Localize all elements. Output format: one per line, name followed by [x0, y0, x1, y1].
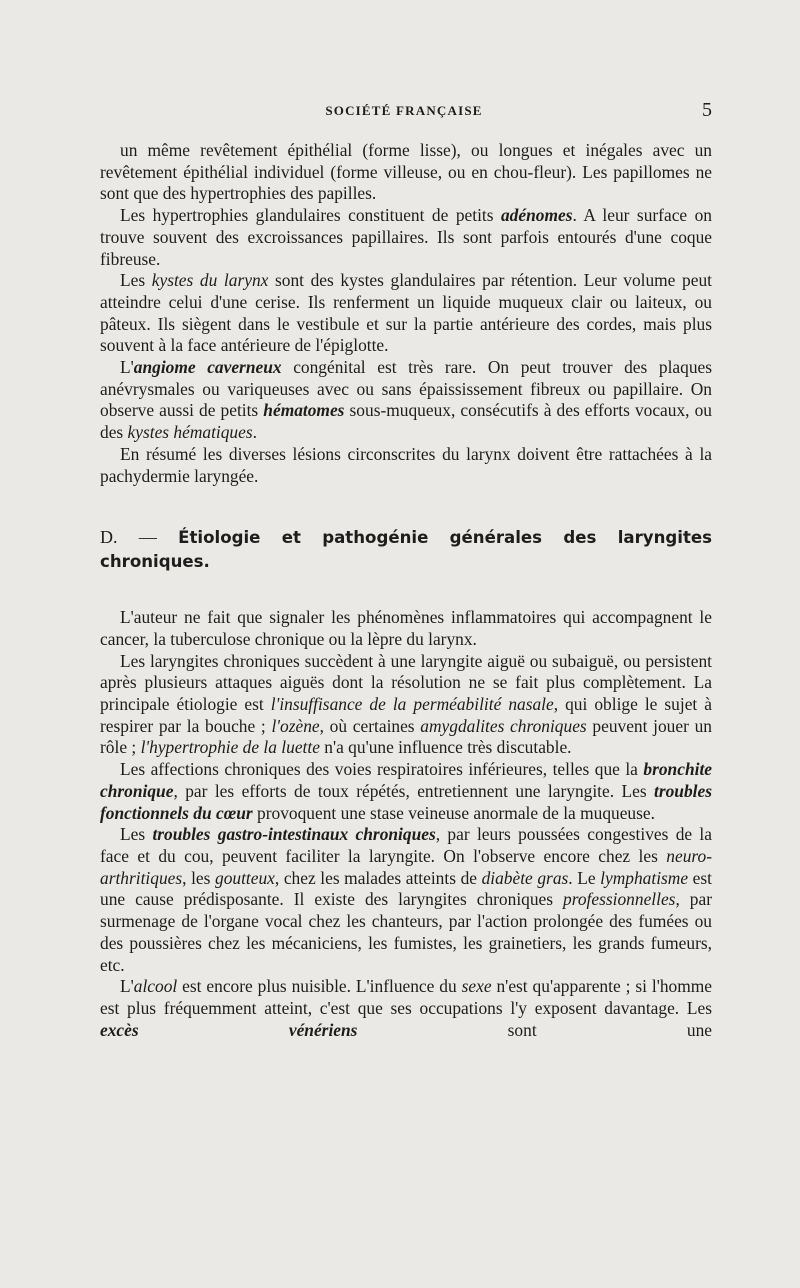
paragraphs-after-section — [100, 607, 712, 1041]
emphasized-text: professionnelles — [563, 889, 676, 910]
text-run: , où certaines — [319, 715, 421, 736]
paragraph — [100, 651, 712, 760]
text-run: , les — [182, 867, 215, 888]
text-run: congénital est très rare. On peut trouver des plaques anévrysmales ou variqueuses avec ou sans épaississement fibreux ou papillaire. On observe aussi de petits — [100, 357, 713, 421]
emphasized-text: lymphatisme — [600, 867, 689, 888]
emphasized-text: kystes hématiques — [127, 422, 253, 443]
text-run: Les — [120, 270, 152, 291]
running-header — [96, 99, 712, 127]
text-run: . A leur surface on trouve souvent des excroissances papillaires. Ils sont parfois entourés d'une coque fibreuse. — [100, 205, 712, 269]
paragraph — [100, 357, 712, 444]
text-run: Les — [120, 824, 153, 845]
section-letter: D. — [100, 527, 118, 548]
text-run: , qui oblige le sujet à respirer par la bouche ; — [100, 694, 712, 736]
text-run: L' — [120, 357, 134, 378]
emphasized-text: adénomes — [500, 205, 573, 226]
paragraph — [100, 270, 712, 357]
paragraphs-before-section — [100, 140, 712, 487]
text-run: L' — [120, 976, 134, 997]
text-run: Les hypertrophies glandulaires constituent de petits — [120, 205, 501, 226]
emphasized-text: l'insuffisance de la perméabilité nasale — [270, 694, 554, 715]
emphasized-text: amygdalites chroniques — [420, 715, 587, 736]
emphasized-text: troubles fonctionnels du cœur — [100, 780, 712, 823]
text-run: peuvent jouer un rôle ; — [100, 715, 712, 758]
emphasized-text: bronchite chronique — [100, 759, 712, 801]
emphasized-text: kystes du larynx — [151, 270, 269, 291]
paragraph — [100, 824, 712, 976]
paragraph — [100, 205, 712, 270]
section-title: Étiologie et pathogénie générales des laryngites chroniques. — [100, 528, 713, 572]
text-run: , par leurs poussées congestives de la face et du cou, peuvent faciliter la laryngite. On l'observe encore chez les — [100, 824, 712, 866]
text-run: L'auteur ne fait que signaler les phénomènes inflammatoires qui accompagnent le cancer, la tuberculose chronique ou la lèpre du larynx. — [100, 607, 712, 649]
text-run: est encore plus nuisible. L'influence du — [177, 976, 462, 997]
text-run: sont des kystes glandulaires par rétention. Leur volume peut atteindre celui d'une cerise. Ils renferment un liquide muqueux clair ou laiteux, ou pâteux. Ils siègent dans le vestibule et sur la partie antérieure des cordes, mais plus souvent à la face antérieure de l'épiglotte. — [100, 270, 712, 356]
emphasized-text: sexe — [461, 976, 492, 997]
text-run: n'a qu'une influence très discutable. — [319, 737, 572, 758]
text-run: un même revêtement épithélial (forme lisse), ou longues et inégales avec un revêtement épithélial individuel (forme villeuse, ou en chou-fleur). Les papillomes ne sont que des hypertrophies des papilles. — [100, 140, 712, 204]
text-run: Les laryngites chroniques succèdent à une laryngite aiguë ou subaiguë, ou persistent après plusieurs attaques aiguës dont la résolution ne se fait plus complètement. La principale étiologie est — [100, 650, 712, 715]
emphasized-text: alcool — [133, 976, 178, 997]
paragraph — [100, 759, 712, 824]
paragraph — [100, 607, 712, 650]
emphasized-text: l'hypertrophie de la luette — [140, 737, 320, 758]
text-run: , par surmenage de l'organe vocal chez les chanteurs, par l'action prolongée des fumées ou des poussières chez les mécaniciens, les fumistes, les grainetiers, les grands fumeurs, etc. — [100, 889, 713, 975]
emphasized-text: troubles gastro-intestinaux chroniques — [152, 824, 436, 845]
emphasized-text: goutteux — [215, 867, 275, 888]
text-run: sont une — [357, 1019, 712, 1040]
text-run: est une cause prédisposante. Il existe des laryngites chroniques — [100, 867, 712, 910]
body-text — [100, 140, 712, 1041]
paragraph — [100, 140, 712, 205]
emphasized-text: hématomes — [263, 400, 345, 421]
page-number: 5 — [702, 99, 712, 121]
text-run: Les affections chroniques des voies respiratoires inférieures, telles que la — [120, 759, 644, 780]
paragraph — [100, 976, 712, 1041]
text-run: , par les efforts de toux répétés, entretiennent une laryngite. Les — [173, 780, 655, 801]
section-dash: — — [138, 527, 157, 548]
emphasized-text: excès vénériens — [100, 1019, 358, 1040]
emphasized-text: neuro-arthritiques — [100, 845, 712, 888]
text-run: provoquent une stase veineuse anormale de la muqueuse. — [252, 802, 655, 823]
emphasized-text: l'ozène — [271, 715, 320, 736]
emphasized-text: angiome caverneux — [133, 357, 282, 378]
section-heading — [100, 525, 712, 574]
text-run: . Le — [568, 867, 601, 888]
text-run: n'est qu'apparente ; si l'homme est plus fréquemment atteint, c'est que ses occupations l'y exposent davantage. Les — [100, 976, 712, 1018]
text-run: . — [252, 422, 257, 443]
text-run: En résumé les diverses lésions circonscrites du larynx doivent être rattachées à la pachydermie laryngée. — [100, 443, 712, 486]
emphasized-text: diabète gras — [481, 867, 569, 888]
paragraph — [100, 444, 712, 487]
running-title: SOCIÉTÉ FRANÇAISE — [325, 103, 483, 118]
text-run: , chez les malades atteints de — [274, 867, 482, 888]
text-run: sous-muqueux, consécutifs à des efforts vocaux, ou des — [100, 400, 712, 443]
